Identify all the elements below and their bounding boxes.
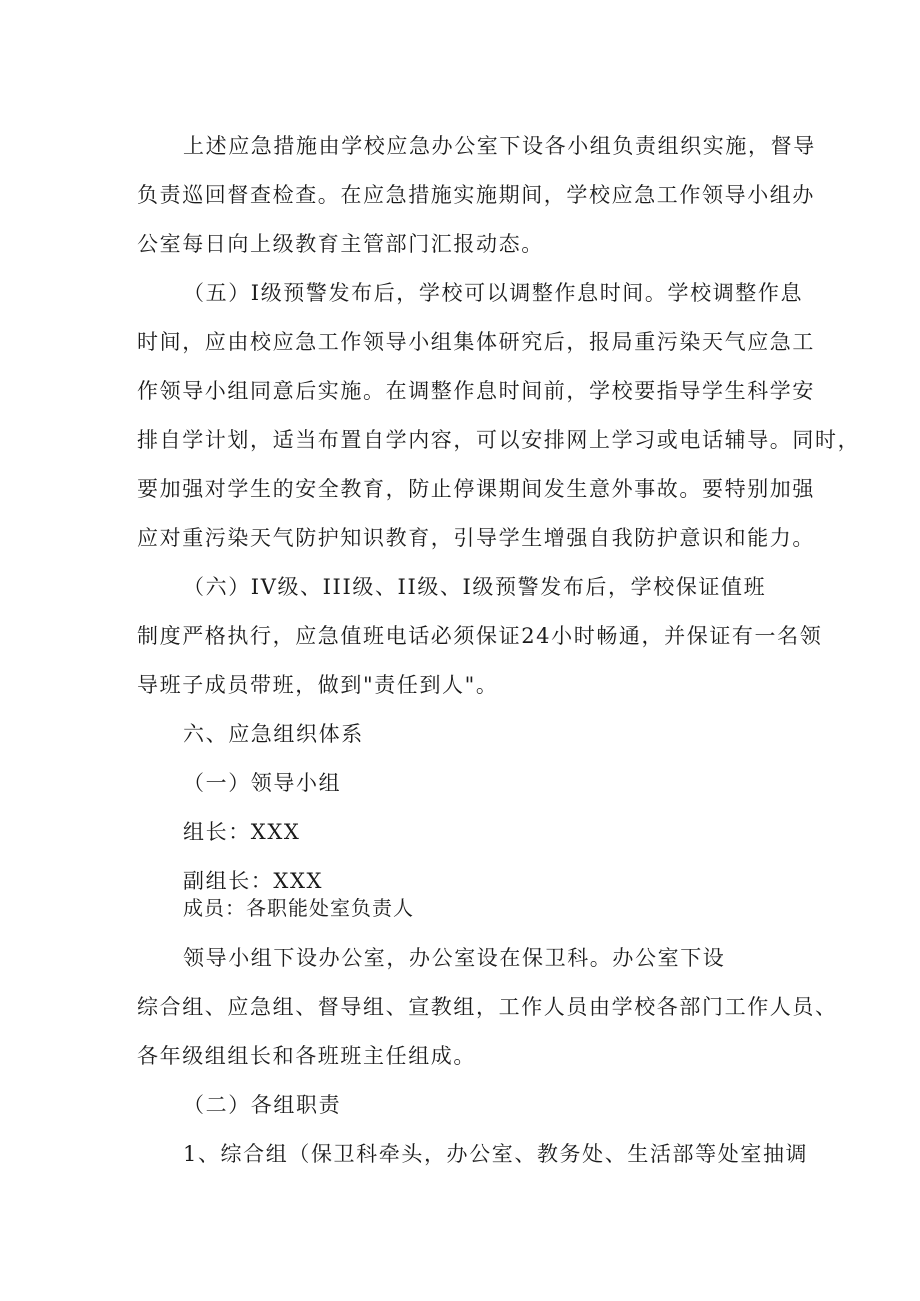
- paragraph-line: 时间，应由校应急工作领导小组集体研究后，报局重污染天气应急工: [137, 330, 815, 354]
- section-heading: 六、应急组织体系: [183, 722, 364, 746]
- paragraph-line: 制度严格执行，应急值班电话必须保证24小时畅通，并保证有一名领: [137, 624, 823, 648]
- paragraph-line: 应对重污染天气防护知识教育，引导学生增强自我防护意识和能力。: [137, 526, 815, 550]
- paragraph-line: 导班子成员带班，做到"责任到人"。: [137, 673, 499, 697]
- leader-line: 组长：XXX: [183, 820, 301, 844]
- paragraph-line: （五）I级预警发布后，学校可以调整作息时间。学校调整作息: [183, 281, 804, 305]
- paragraph-line: 要加强对学生的安全教育，防止停课期间发生意外事故。要特别加强: [137, 477, 815, 501]
- paragraph-line: （六）IV级、III级、II级、I级预警发布后，学校保证值班: [183, 575, 767, 599]
- paragraph-line: 负责巡回督查检查。在应急措施实施期间，学校应急工作领导小组办: [137, 183, 815, 207]
- paragraph-line: 1、综合组（保卫科牵头，办公室、教务处、生活部等处室抽调: [183, 1142, 809, 1166]
- subsection-heading: （一）领导小组: [183, 771, 342, 795]
- deputy-leader-line: 副组长：XXX: [183, 869, 324, 893]
- members-line: 成员：各职能处室负责人: [183, 896, 414, 920]
- subsection-heading: （二）各组职责: [183, 1093, 342, 1117]
- paragraph-line: 综合组、应急组、督导组、宣教组，工作人员由学校各部门工作人员、: [137, 995, 838, 1019]
- paragraph-line: 上述应急措施由学校应急办公室下设各小组负责组织实施，督导: [183, 134, 816, 158]
- paragraph-line: 领导小组下设办公室，办公室设在保卫科。办公室下设: [183, 946, 726, 970]
- paragraph-line: 排自学计划，适当布置自学内容，可以安排网上学习或电话辅导。同时，: [137, 428, 861, 452]
- paragraph-line: 公室每日向上级教育主管部门汇报动态。: [137, 232, 544, 256]
- paragraph-line: 各年级组组长和各班班主任组成。: [137, 1044, 476, 1068]
- paragraph-line: 作领导小组同意后实施。在调整作息时间前，学校要指导学生科学安: [137, 379, 815, 403]
